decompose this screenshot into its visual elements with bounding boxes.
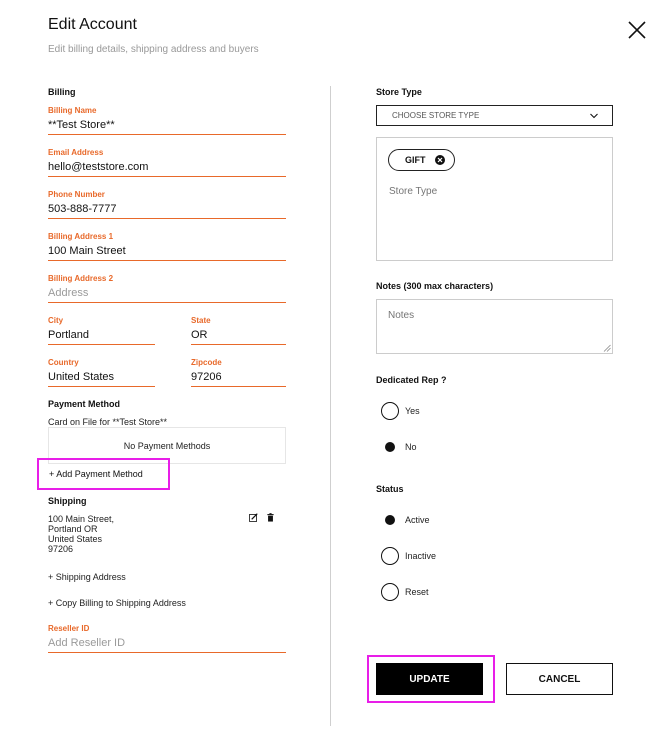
phone-label: Phone Number: [48, 190, 105, 199]
address1-input[interactable]: 100 Main Street: [48, 245, 126, 257]
payment-method-heading: Payment Method: [48, 399, 121, 409]
field-underline: [48, 176, 286, 177]
resize-grip-icon[interactable]: [603, 344, 611, 352]
radio-unselected-icon: [381, 402, 399, 420]
email-label: Email Address: [48, 148, 104, 157]
country-field[interactable]: [48, 358, 155, 387]
reseller-id-input[interactable]: Add Reseller ID: [48, 637, 126, 649]
billing-name-label: Billing Name: [48, 106, 97, 115]
cancel-button[interactable]: [506, 663, 613, 695]
billing-name-input[interactable]: **Test Store**: [48, 119, 115, 131]
radio-label: Active: [405, 515, 430, 525]
add-payment-method-button[interactable]: [37, 458, 170, 490]
field-underline: [48, 302, 286, 303]
shipping-address-line: 100 Main Street,: [48, 514, 115, 524]
dedicated-rep-yes-radio[interactable]: [381, 402, 420, 420]
zipcode-field[interactable]: [191, 358, 286, 387]
address2-input[interactable]: Address: [48, 287, 89, 299]
remove-tag-icon[interactable]: [435, 155, 445, 165]
store-type-heading: Store Type: [376, 87, 422, 97]
cancel-button-label: CANCEL: [538, 673, 581, 685]
radio-selected-icon: [385, 515, 395, 525]
add-shipping-address-link[interactable]: + Shipping Address: [48, 572, 126, 582]
address2-label: Billing Address 2: [48, 274, 114, 283]
reseller-id-label: Reseller ID: [48, 624, 90, 633]
edit-icon[interactable]: [249, 513, 258, 522]
address1-label: Billing Address 1: [48, 232, 114, 241]
field-underline: [48, 260, 286, 261]
city-input[interactable]: Portland: [48, 329, 89, 341]
radio-unselected-icon: [381, 583, 399, 601]
country-input[interactable]: United States: [48, 371, 115, 383]
store-type-select[interactable]: [376, 105, 613, 126]
trash-icon[interactable]: [266, 513, 275, 522]
add-payment-method-label: + Add Payment Method: [49, 469, 143, 479]
state-field[interactable]: [191, 316, 286, 345]
field-underline: [48, 344, 155, 345]
field-underline: [191, 344, 286, 345]
dedicated-rep-no-radio[interactable]: [381, 438, 417, 456]
billing-heading: Billing: [48, 87, 76, 97]
phone-input[interactable]: 503-888-7777: [48, 203, 117, 215]
radio-label: Reset: [405, 587, 429, 597]
state-label: State: [191, 316, 211, 325]
page-title: Edit Account: [48, 16, 137, 33]
radio-label: No: [405, 442, 417, 452]
zipcode-label: Zipcode: [191, 358, 222, 367]
store-type-select-value: CHOOSE STORE TYPE: [392, 111, 480, 120]
page-subtitle: Edit billing details, shipping address and buyers: [48, 44, 259, 55]
shipping-actions: [249, 513, 275, 522]
field-underline: [48, 386, 155, 387]
email-field[interactable]: [48, 148, 286, 177]
shipping-address: [48, 514, 114, 554]
store-type-input[interactable]: [389, 186, 589, 197]
store-type-tag-box[interactable]: [376, 137, 613, 261]
radio-label: Inactive: [405, 551, 437, 561]
phone-field[interactable]: [48, 190, 286, 219]
radio-unselected-icon: [381, 547, 399, 565]
city-field[interactable]: [48, 316, 155, 345]
email-input[interactable]: hello@teststore.com: [48, 161, 149, 173]
chevron-down-icon: [590, 112, 598, 120]
notes-heading: Notes (300 max characters): [376, 281, 494, 291]
shipping-address-line: Portland OR: [48, 524, 98, 534]
field-underline: [48, 652, 286, 653]
no-payment-methods-text: No Payment Methods: [123, 440, 211, 451]
field-underline: [48, 218, 286, 219]
radio-label: Yes: [405, 406, 420, 416]
shipping-address-line: 97206: [48, 544, 74, 554]
update-button[interactable]: [376, 663, 483, 695]
status-inactive-radio[interactable]: [381, 547, 436, 565]
city-label: City: [48, 316, 64, 325]
tag-label: GIFT: [405, 155, 426, 165]
address2-field[interactable]: [48, 274, 286, 303]
status-reset-radio[interactable]: [381, 583, 429, 601]
copy-billing-to-shipping-link[interactable]: + Copy Billing to Shipping Address: [48, 598, 186, 608]
state-input[interactable]: OR: [191, 329, 208, 341]
radio-selected-icon: [385, 442, 395, 452]
status-active-radio[interactable]: [381, 511, 430, 529]
shipping-address-line: United States: [48, 534, 103, 544]
column-divider: [330, 86, 331, 726]
zipcode-input[interactable]: 97206: [191, 371, 222, 383]
address1-field[interactable]: [48, 232, 286, 261]
field-underline: [48, 134, 286, 135]
shipping-heading: Shipping: [48, 496, 87, 506]
update-button-label: UPDATE: [409, 673, 450, 685]
field-underline: [191, 386, 286, 387]
store-type-tag: [388, 149, 455, 171]
country-label: Country: [48, 358, 79, 367]
billing-name-field[interactable]: [48, 106, 286, 135]
notes-textarea[interactable]: [376, 299, 613, 354]
reseller-id-field[interactable]: [48, 624, 286, 653]
dedicated-rep-heading: Dedicated Rep ?: [376, 375, 447, 385]
status-heading: Status: [376, 484, 404, 494]
card-on-file-label: Card on File for **Test Store**: [48, 417, 168, 427]
close-icon[interactable]: [626, 19, 648, 41]
